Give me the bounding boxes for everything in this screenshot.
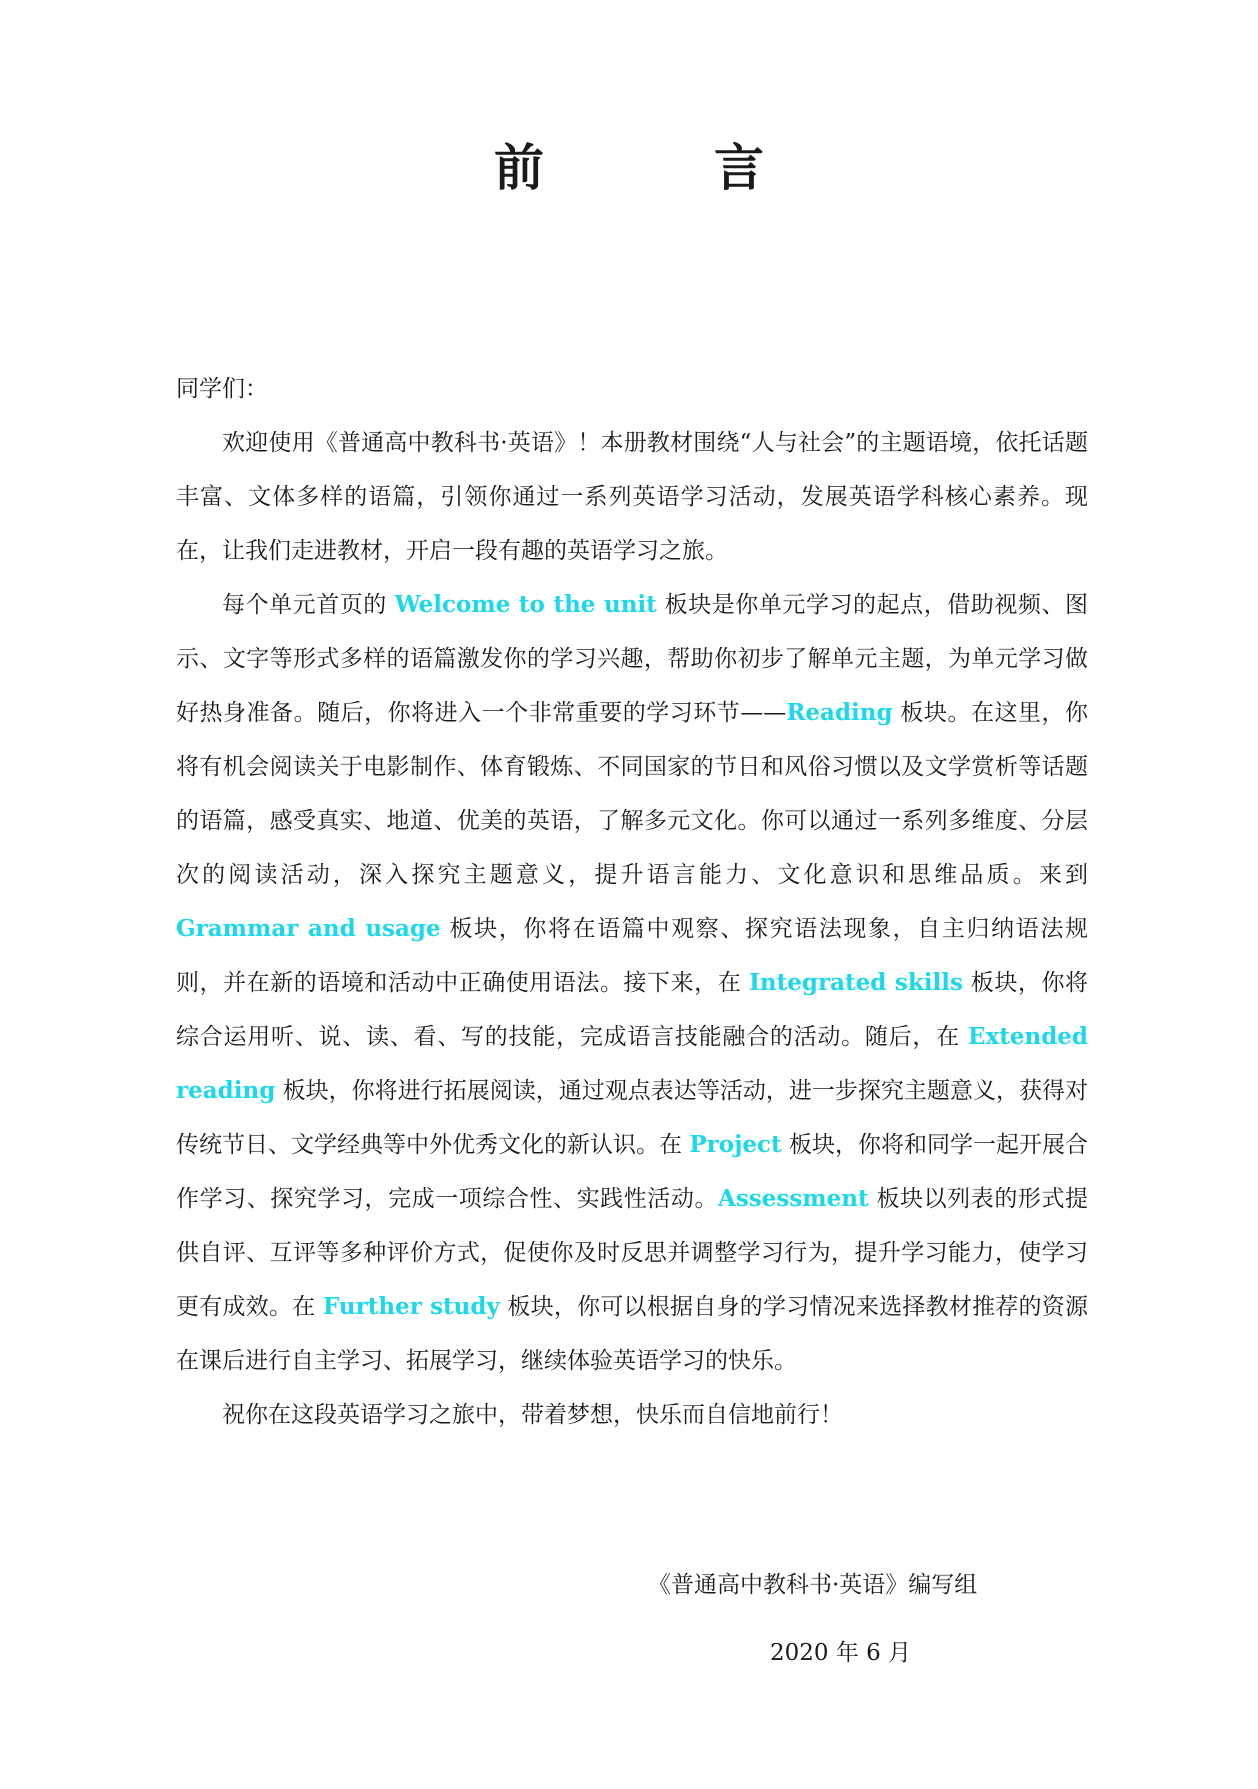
paragraph-closing: 祝你在这段英语学习之旅中，带着梦想，快乐而自信地前行！ bbox=[222, 1402, 843, 1428]
section-name-assessment: Assessment bbox=[718, 1185, 869, 1212]
page-title: 前 言 bbox=[494, 138, 824, 197]
preface-body bbox=[176, 362, 1088, 1442]
section-name-project: Project bbox=[689, 1131, 782, 1158]
text-segment: 板块，你将综合运用听、说、读、看、写的技能，完成语言技能融合的活动。随后，在 bbox=[176, 970, 1089, 1050]
signature-block bbox=[648, 1558, 1028, 1680]
text-segment: 每个单元首页的 bbox=[222, 592, 395, 618]
section-name-extended-reading: Extended reading bbox=[176, 1023, 1088, 1104]
text-segment: 板块以列表的形式提供自评、互评等多种评价方式，促使你及时反思并调整学习行为，提升学习能力，使学习更有成效。在 bbox=[176, 1186, 1089, 1320]
signature-date: 2020 年 6 月 bbox=[770, 1640, 912, 1666]
section-name-integrated-skills: Integrated skills bbox=[749, 969, 963, 996]
section-name-reading: Reading bbox=[786, 699, 893, 726]
section-name-welcome-to-the-unit: Welcome to the unit bbox=[394, 591, 657, 618]
greeting: 同学们： bbox=[176, 376, 268, 402]
section-name-further-study: Further study bbox=[322, 1293, 500, 1320]
text-segment: 板块是你单元学习的起点，借助视频、图示、文字等形式多样的语篇激发你的学习兴趣，帮助你初步了解单元主题，为单元学习做好热身准备。随后，你将进入一个非常重要的学习环节—— bbox=[176, 592, 1088, 726]
text-segment: 板块。在这里，你将有机会阅读关于电影制作、体育锻炼、不同国家的节日和风俗习惯以及文学赏析等话题的语篇，感受真实、地道、优美的英语，了解多元文化。你可以通过一系列多维度、分层次的阅读活动，深入探究主题意义，提升语言能力、文化意识和思维品质。来到 bbox=[176, 700, 1089, 888]
paragraph-sections bbox=[176, 578, 1088, 1388]
paragraph-welcome: 欢迎使用《普通高中教科书·英语》！本册教材围绕“人与社会”的主题语境，依托话题丰富、文体多样的语篇，引领你通过一系列英语学习活动，发展英语学科核心素养。现在，让我们走进教材，开启一段有趣的英语学习之旅。 bbox=[176, 430, 1088, 564]
text-segment: 板块，你可以根据自身的学习情况来选择教材推荐的资源在课后进行自主学习、拓展学习，继续体验英语学习的快乐。 bbox=[176, 1294, 1089, 1374]
section-name-grammar-and-usage: Grammar and usage bbox=[176, 915, 441, 942]
text-segment: 板块，你将和同学一起开展合作学习、探究学习，完成一项综合性、实践性活动。 bbox=[176, 1132, 1089, 1212]
signature-author: 《普通高中教科书·英语》编写组 bbox=[648, 1572, 978, 1598]
text-segment: 板块，你将在语篇中观察、探究语法现象，自主归纳语法规则，并在新的语境和活动中正确使用语法。接下来，在 bbox=[176, 916, 1088, 996]
text-segment: 板块，你将进行拓展阅读，通过观点表达等活动，进一步探究主题意义，获得对传统节日、文学经典等中外优秀文化的新认识。在 bbox=[176, 1078, 1088, 1158]
